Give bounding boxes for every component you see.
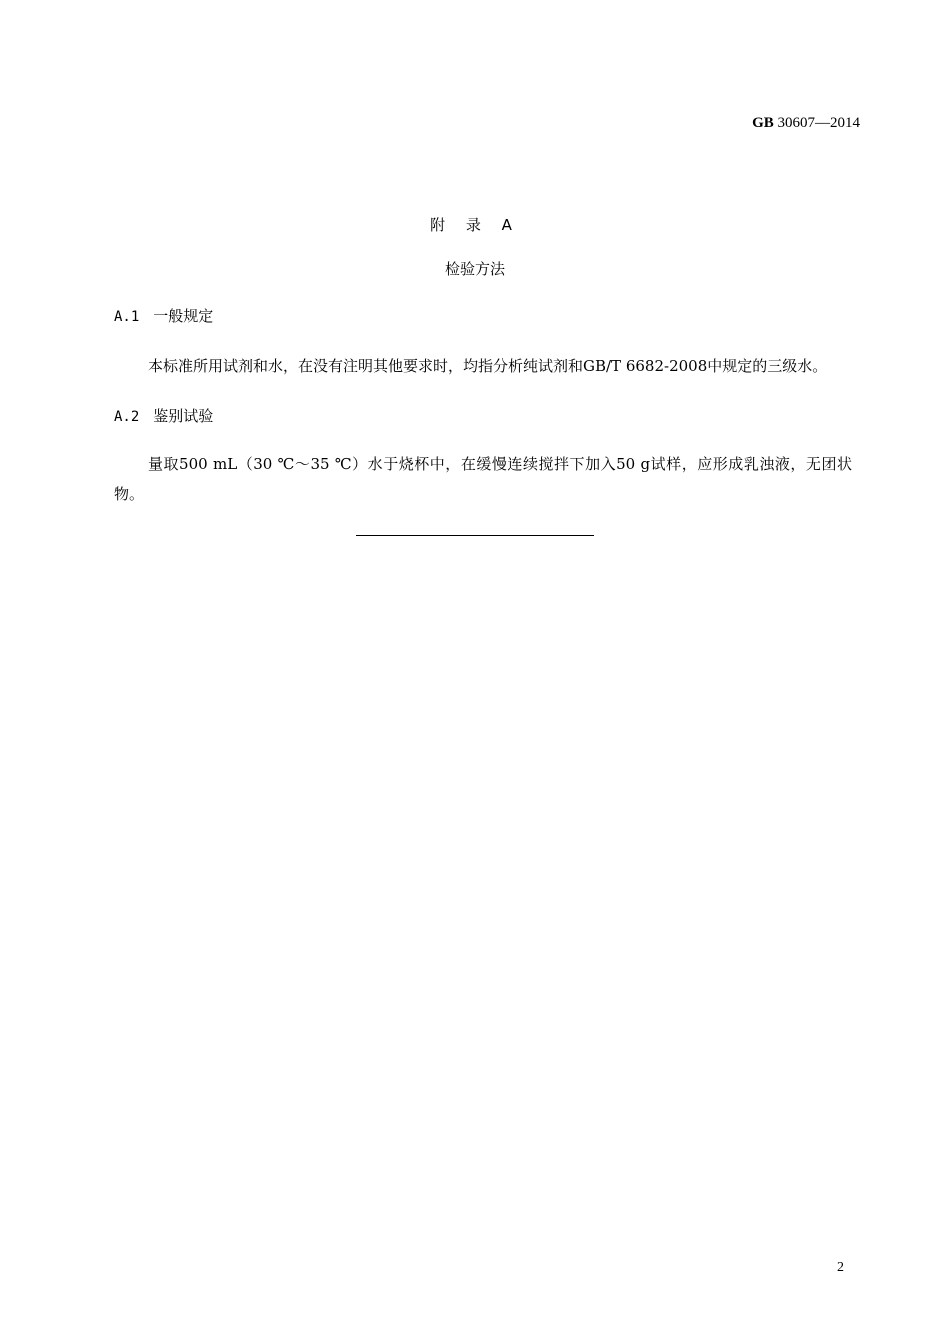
section-heading-a2: [114, 405, 213, 426]
section-paragraph-a2: 量取500 mL（30 ℃～35 ℃）水于烧杯中，在缓慢连续搅拌下加入50 g试样，应形成乳浊液，无团状物。: [114, 455, 852, 503]
annex-title: 检验方法: [444, 260, 505, 278]
section-paragraph-a1: 本标准所用试剂和水，在没有注明其他要求时，均指分析纯试剂和GB/T 6682-2008中规定的三级水。: [148, 357, 828, 375]
annex-label: [0, 214, 950, 235]
annex-label-text: 附 录 A: [430, 216, 520, 234]
section-title: 鉴别试验: [153, 407, 214, 425]
document-header: [752, 115, 860, 132]
standard-code: GB: [752, 115, 774, 131]
page-number: 2: [837, 1260, 844, 1275]
standard-number: 30607—2014: [777, 115, 860, 131]
end-of-annex-rule: [356, 535, 594, 536]
section-title: 一般规定: [153, 307, 214, 325]
section-heading-a1: [114, 305, 213, 326]
section-number: A.1: [114, 309, 140, 325]
section-number: A.2: [114, 409, 140, 425]
